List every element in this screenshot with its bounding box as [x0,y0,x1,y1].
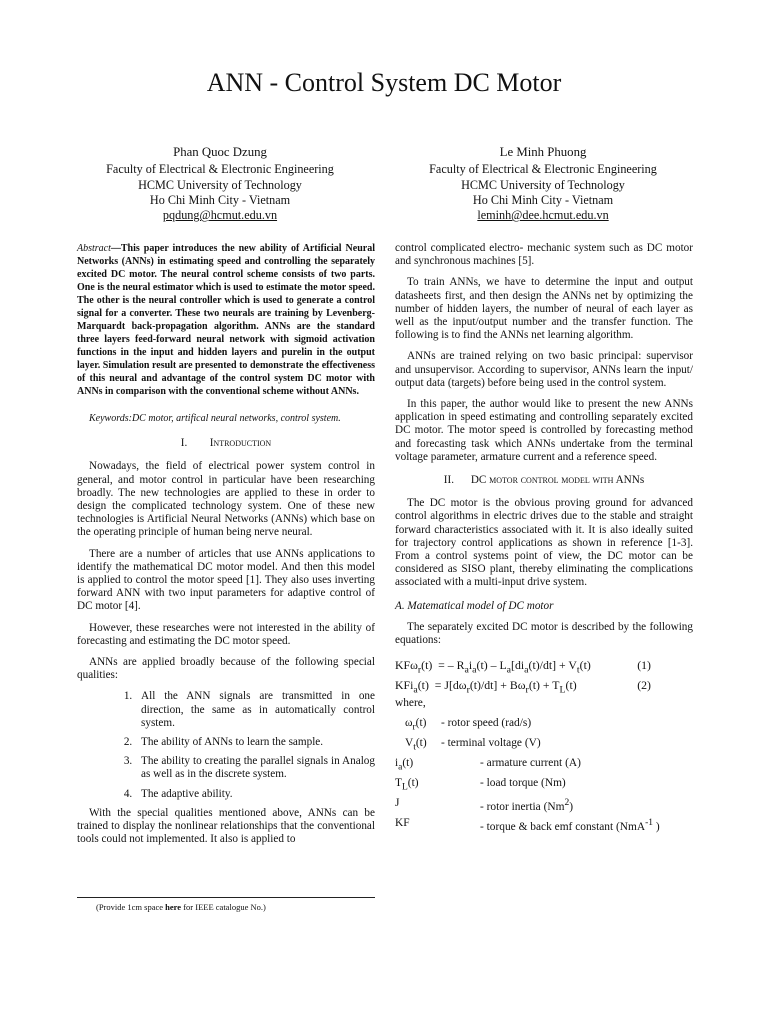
section-title: DC motor control model with [470,474,614,487]
definition-text: - terminal voltage (V) [441,737,541,750]
author-university: HCMC University of Technology [138,177,302,192]
paragraph: To train ANNs, we have to determine the input and output datasheets first, and then design the ANNs net by optimizing the number of hidden layers, the number of neural of each layer as well as the input/output number and the transfer function. The following is to find the ANNs net learning algorithm. [395,276,693,342]
list-item: 4. The adaptive ability. [135,788,375,801]
right-column [395,242,693,833]
definition-text: - load torque (Nm) [480,777,566,790]
definition-text: - rotor speed (rad/s) [441,717,532,730]
author-block-2 [373,145,713,223]
paragraph: Nowadays, the field of electrical power system control in general, and motor control in particular have been researching broadly. The new technologies are applied to these in order to design the complicated technology system. One of these new technologies is Artificial Neural Networks (ANNs) which base on the operating principle of human being nerve neural. [77,460,375,539]
list-item: 3. The ability to creating the parallel signals in Analog as well as in the discrete system. [135,755,375,781]
paragraph: ANNs are applied broadly because of the following special qualities: [77,656,375,682]
equation-number: (2) [637,678,651,693]
definition-row [395,753,693,773]
author-city: Ho Chi Minh City - Vietnam [472,192,614,207]
variable-definitions [395,713,693,833]
equation-number: (1) [637,658,651,673]
definition-symbol: $T_L(t)$ [395,777,419,793]
definition-symbol: $i_a(t)$ [395,757,414,773]
section-heading-dc-motor [395,474,693,487]
definition-text: - torque & back emf constant (NmA$^{-1}$ ) [480,818,660,834]
abstract-label: Abstract [77,243,111,254]
paragraph: ANNs are trained relying on two basic principal: supervisor and unsupervisor. According to supervisor, ANNs learn the input/ output data (targets) before being used in the control system. [395,350,693,389]
paragraph: The separately excited DC motor is described by the following equations: [395,620,693,647]
equation-2 [395,675,693,695]
subsection-heading: A. Matematical model of DC motor [395,599,554,612]
footnote: (Provide 1cm space here for IEEE catalogue No.) [96,902,266,912]
section-title-tail: ANNs [615,474,645,487]
author-block-1 [50,145,390,223]
author-name: Le Minh Phuong [499,145,587,159]
definition-text: - armature current (A) [480,757,581,770]
author-email-link[interactable]: leminh@dee.hcmut.edu.vn [477,208,609,223]
author-email-link[interactable]: pqdung@hcmut.edu.vn [162,208,278,223]
equation-body: $KFi_a(t) = J[d\omega_r(t)/dt] + B\omega_r(t) + T_L(t)$ [395,678,577,696]
paragraph: control complicated electro- mechanic system such as DC motor and synchronous machines [5]. [395,242,693,268]
section-title: Introduction [209,437,272,450]
keywords: Keywords:DC motor, artifical neural networks, control system. [89,413,341,424]
footnote-divider [77,897,375,898]
paragraph: In this paper, the author would like to present the new ANNs application in speed estimating and controlling separately excited DC motor. The motor speed is controlled by forecasting method and forecasting task which ANNs undertake from the terminal voltage parameter, armature current and a reference speed. [395,398,693,463]
qualities-list [77,690,375,800]
definition-symbol: $\omega_r(t)$ [405,717,427,733]
section-number: II. [443,474,455,487]
list-item: 2. The ability of ANNs to learn the sample. [135,736,375,749]
list-item: 1. All the ANN signals are transmitted in one direction, the same as in automatically control system. [135,690,375,730]
definition-symbol: KF [395,817,410,830]
abstract-text: —This paper introduces the new ability of Artificial Neural Networks (ANNs) in estimating speed and controlling the separately excited DC motor. The neural control scheme consists of two parts. One is the neural estimator which is used to estimate the motor speed. The other is the neural controller which is used to generate a control signal for a converter. These two neurals are training by Levenberg-Marquardt back-propagation algorithm. ANNs are the standard three layers feed-forward neural network with sigmoid activation functions in the input and hidden layers and purelin in the output layer. Simulation result are presented to demonstrate the effectiveness of this neural and advantage of the control system DC motor with ANNs in comparison with the conventional scheme without ANNs. [77,243,375,397]
paragraph: However, these researches were not interested in the ability of forecasting and estimating the DC motor speed. [77,621,375,647]
equation-1 [395,655,693,675]
author-city: Ho Chi Minh City - Vietnam [149,192,291,207]
definition-row [395,713,693,733]
paragraph: The DC motor is the obvious proving ground for advanced control algorithms in electric drives due to the stable and straight forward characteristics associated with it. It is also ideally suited for trajectory control applications as shown in reference [1-3]. From a control systems point of view, the DC motor can be considered as SISO plant, thereby eliminating the complications associated with a multi-input drive system. [395,497,693,589]
paragraph: With the special qualities mentioned above, ANNs can be trained to display the nonlinear relationships that the conventional tools could not implemented. It also is applied to [77,806,375,846]
equation-body: KFω$_r$(t) = – $R_ai_a(t) - L_a[di_a(t)/dt] + V_t(t)$ [395,658,591,676]
definition-symbol: J [395,797,400,810]
section-number: I. [180,437,188,450]
definition-row [395,773,693,793]
definition-row [395,813,693,833]
author-university: HCMC University of Technology [461,177,625,192]
definition-text: - rotor inertia (Nm$^2$) [480,798,573,814]
author-dept: Faculty of Electrical & Electronic Engineering [429,162,657,177]
definition-row [395,733,693,753]
where-label: where, [395,697,426,710]
author-name: Phan Quoc Dzung [173,145,267,159]
paper-title: ANN - Control System DC Motor [206,68,562,97]
paragraph: There are a number of articles that use ANNs applications to identify the mathematical DC motor model. And then this model is applied to control the motor speed [1]. They also uses inverting forward ANN with two input parameters for adaptive control of DC motor [4]. [77,547,375,613]
author-dept: Faculty of Electrical & Electronic Engineering [106,162,334,177]
section-heading-introduction [77,437,375,450]
definition-row [395,793,693,813]
definition-symbol: $V_t(t)$ [405,737,427,753]
abstract [77,242,375,398]
left-column [77,242,375,854]
